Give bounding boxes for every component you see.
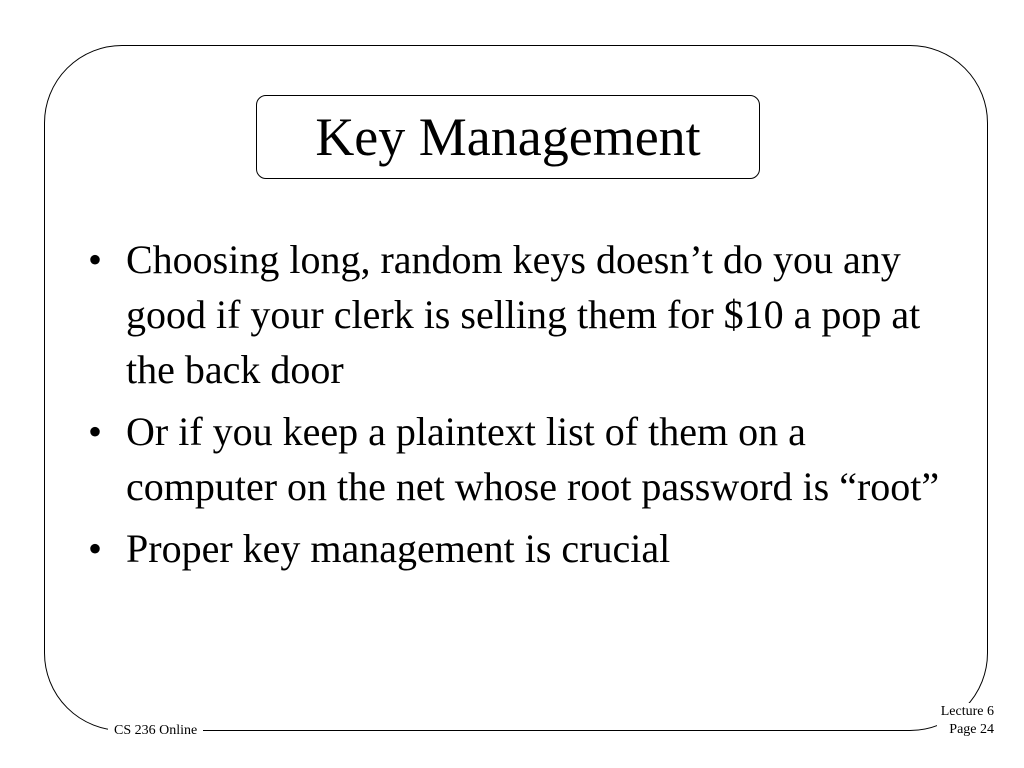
bullet-marker: • xyxy=(88,237,103,282)
footer-course xyxy=(108,722,203,740)
footer-page-label: Page 24 xyxy=(949,722,994,737)
bullet-marker: • xyxy=(88,526,103,571)
bullet-item-1 xyxy=(88,232,948,397)
bullet-item-2 xyxy=(88,404,948,514)
bullet-list xyxy=(88,232,948,583)
title-box xyxy=(256,95,760,179)
footer-course-label: CS 236 Online xyxy=(114,723,198,738)
slide-title: Key Management xyxy=(315,107,701,167)
footer-lecture-label: Lecture 6 xyxy=(940,704,994,719)
bullet-text-2: Or if you keep a plaintext list of them on a computer on the net whose root password is “root” xyxy=(126,409,940,509)
bullet-text-1: Choosing long, random keys doesn’t do you any good if your clerk is selling them for $10 a pop at the back door xyxy=(126,237,921,392)
bullet-item-3 xyxy=(88,521,948,576)
bullet-marker: • xyxy=(88,409,103,454)
footer-page-info xyxy=(937,703,998,739)
bullet-text-3: Proper key management is crucial xyxy=(126,526,671,571)
